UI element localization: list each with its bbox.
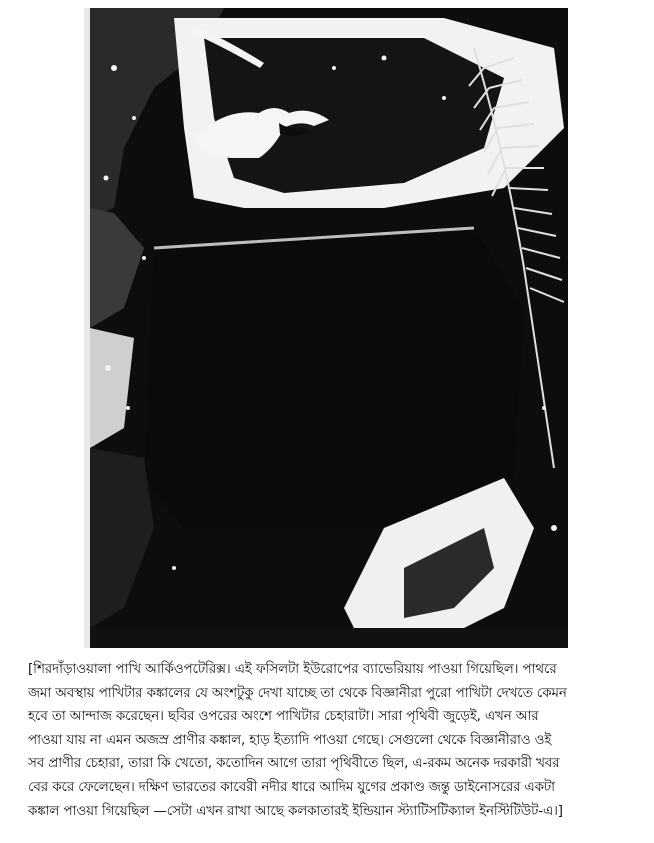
caption-line-4: পাওয়া যায় না এমন অজস্র প্রাণীর কঙ্কাল, হাড় ইত্যাদি পাওয়া গেছে। সেগুলো থেকে বিজ্ঞানীরাও ওই [28,732,552,748]
caption-line-5: সব প্রাণীর চেহারা, তারা কি খেতো, কতোদিন আগে তারা পৃথিবীতে ছিল, এ-রকম অনেক দরকারী খবর [28,756,560,772]
fossil-photo [84,8,568,648]
photo-caption [28,658,640,823]
caption-line-2: জমা অবস্থায় পাখিটার কঙ্কালের যে অংশটুকু দেখা যাচ্ছে তা থেকে বিজ্ঞানীরা পুরো পাখিটা দেখতে কেমন [28,685,567,701]
caption-line-1: [শিরদাঁড়াওয়ালা পাখি আর্কিওপটেরিক্স। এই ফসিলটা ইউরোপের ব্যাভেরিয়ায় পাওয়া গিয়েছিল। পাথরে [28,662,557,677]
caption-line-6: বের করে ফেলেছেন। দক্ষিণ ভারতের কাবেরী নদীর ধারে আদিম যুগের প্রকাণ্ড জন্তু ডাইনোসরের একটা [28,779,555,795]
caption-line-3: হবে তা আন্দাজ করেছেন। ছবির ওপরের অংশে পাখিটার চেহারাটা। সারা পৃথিবী জুড়েই, এখন আর [28,709,539,725]
fossil-photo-graphic [84,8,568,648]
caption-line-7: কঙ্কাল পাওয়া গিয়েছিল —সেটা এখন রাখা আছে কলকাতারই ইন্ডিয়ান স্ট্যাটিসটিক্যাল ইনস্টিটিউট-এ।] [28,803,563,819]
